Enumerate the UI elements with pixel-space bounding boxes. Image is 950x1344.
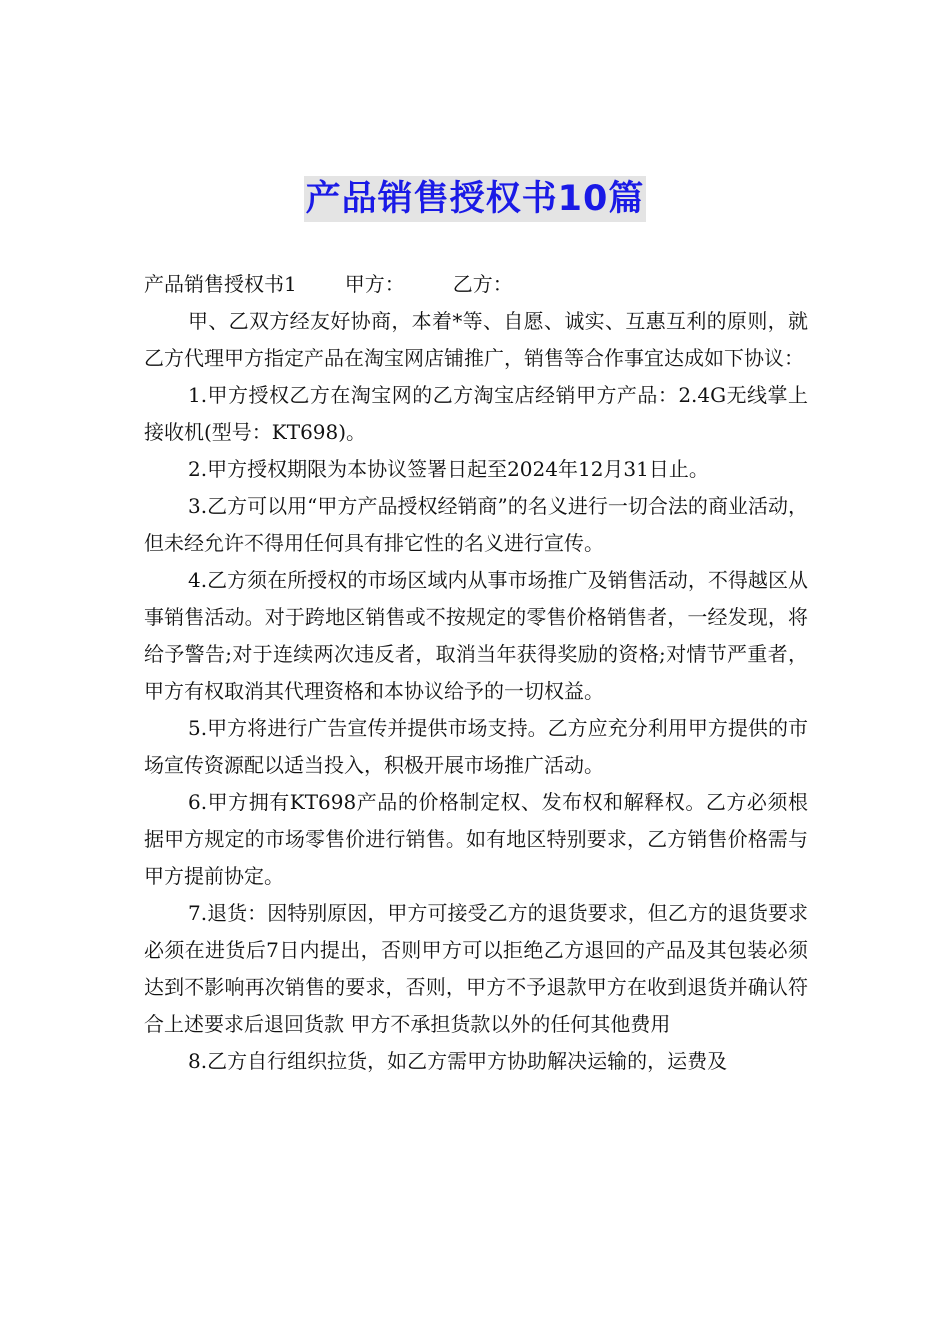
document-title: 产品销售授权书10篇: [304, 176, 647, 222]
paragraph-clause-4: 4.乙方须在所授权的市场区域内从事市场推广及销售活动，不得越区从事销售活动。对于跨地区销售或不按规定的零售价格销售者，一经发现，将给予警告;对于连续两次违反者，取消当年获得奖励的资格;对情节严重者，甲方有权取消其代理资格和本协议给予的一切权益。: [144, 568, 808, 703]
title-container: [0, 176, 950, 222]
document-body: [144, 266, 808, 1080]
paragraph-clause-7: 7.退货：因特别原因，甲方可接受乙方的退货要求，但乙方的退货要求必须在进货后7日内提出，否则甲方可以拒绝乙方退回的产品及其包装必须达到不影响再次销售的要求，否则，甲方不予退款甲方在收到退货并确认符合上述要求后退回货款 甲方不承担货款以外的任何其他费用: [144, 901, 808, 1036]
paragraph-clause-3: 3.乙方可以用“甲方产品授权经销商”的名义进行一切合法的商业活动，但未经允许不得用任何具有排它性的名义进行宣传。: [144, 494, 808, 555]
doc-label: 产品销售授权书1: [144, 272, 297, 296]
paragraph-clause-2: 2.甲方授权期限为本协议签署日起至2024年12月31日止。: [188, 457, 709, 481]
party-b-label: 乙方：: [452, 272, 513, 296]
party-a-label: 甲方：: [344, 272, 405, 296]
header-line: [144, 266, 808, 303]
paragraph-clause-6: 6.甲方拥有KT698产品的价格制定权、发布权和解释权。乙方必须根据甲方规定的市场零售价进行销售。如有地区特别要求，乙方销售价格需与甲方提前协定。: [144, 790, 808, 888]
paragraph-intro: 甲、乙双方经友好协商，本着*等、自愿、诚实、互惠互利的原则，就乙方代理甲方指定产品在淘宝网店铺推广，销售等合作事宜达成如下协议：: [144, 309, 808, 370]
paragraph-clause-5: 5.甲方将进行广告宣传并提供市场支持。乙方应充分利用甲方提供的市场宣传资源配以适当投入，积极开展市场推广活动。: [144, 716, 808, 777]
paragraph-clause-8: 8.乙方自行组织拉货，如乙方需甲方协助解决运输的，运费及: [188, 1049, 728, 1073]
paragraph-clause-1: 1.甲方授权乙方在淘宝网的乙方淘宝店经销甲方产品：2.4G无线掌上接收机(型号：KT698)。: [144, 383, 808, 444]
